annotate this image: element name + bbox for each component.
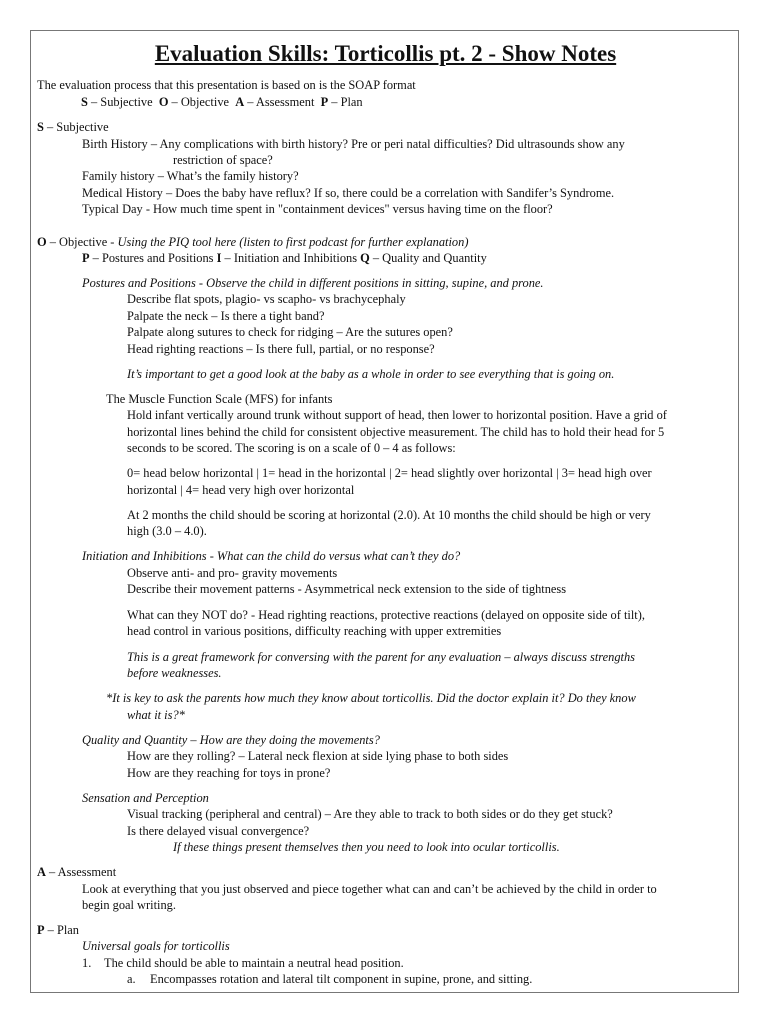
piq-i-word: – Initiation and Inhibitions <box>221 251 361 265</box>
legend-a-word: – Assessment <box>244 95 315 109</box>
subjective-letter: S <box>37 120 44 134</box>
piq-p-letter: P <box>82 251 90 265</box>
plan-letter: P <box>37 923 45 937</box>
legend-s-letter: S <box>81 95 88 109</box>
init-note-line: This is a great framework for conversing with the parent for any evaluation – always discuss strengths <box>127 650 635 664</box>
assessment-line: Look at everything that you just observed and piece together what can and can’t be achieved by the child in order to <box>82 882 657 896</box>
assessment-line: begin goal writing. <box>82 898 176 912</box>
init-not-line: What can they NOT do? - Head righting reactions, protective reactions (delayed on opposite side of tilt), <box>127 608 645 622</box>
sensation-item: Is there delayed visual convergence? <box>127 824 310 838</box>
subjective-line: Birth History – Any complications with birth history? Pre or peri natal difficulties? Did ultrasounds show any <box>82 137 625 151</box>
postures-heading: Postures and Positions - Observe the child in different positions in sitting, supine, and prone. <box>82 276 544 290</box>
init-not-line: head control in various positions, difficulty reaching with upper extremities <box>127 624 502 638</box>
piq-q-letter: Q <box>360 251 370 265</box>
objective-note: Using the PIQ tool here (listen to first podcast for further explanation) <box>117 235 469 249</box>
sensation-item: Visual tracking (peripheral and central) – Are they able to track to both sides or do they get stuck? <box>127 807 613 821</box>
subjective-line: Typical Day - How much time spent in "containment devices" versus having time on the floor? <box>82 202 553 216</box>
legend-p-letter: P <box>320 95 329 109</box>
plan-heading <box>37 922 79 938</box>
piq-q-word: – Quality and Quantity <box>369 251 487 265</box>
key-note-line: *It is key to ask the parents how much they know about torticollis. Did the doctor explain it? Do they know <box>106 691 636 705</box>
init-heading: Initiation and Inhibitions - What can the child do versus what can’t they do? <box>82 549 461 563</box>
objective-heading <box>37 234 468 250</box>
mfs-age-line: At 2 months the child should be scoring at horizontal (2.0). At 10 months the child should be high or very <box>127 508 651 522</box>
postures-item: Palpate the neck – Is there a tight band? <box>127 309 325 323</box>
mfs-desc-line: horizontal lines behind the child for consistent objective measurement. The child has to hold their head for 5 <box>127 425 665 439</box>
legend-p-word: – Plan <box>328 95 363 109</box>
mfs-scale-line: horizontal | 4= head very high over horizontal <box>127 483 355 497</box>
intro-text: The evaluation process that this presentation is based on is the SOAP format <box>37 78 416 92</box>
legend-o-letter: O <box>158 95 169 109</box>
plan-subgoal-text: Encompasses rotation and lateral tilt component in supine, prone, and sitting. <box>150 972 533 986</box>
mfs-heading: The Muscle Function Scale (MFS) for infants <box>106 392 333 406</box>
assessment-word: – Assessment <box>45 865 117 879</box>
sensation-note: If these things present themselves then you need to look into ocular torticollis. <box>173 840 560 854</box>
mfs-desc-line: seconds to be scored. The scoring is on a scale of 0 – 4 as follows: <box>127 441 456 455</box>
legend-a-letter: A <box>235 95 245 109</box>
piq-legend <box>82 250 487 266</box>
plan-goal-text: The child should be able to maintain a neutral head position. <box>104 956 404 970</box>
mfs-scale-line: 0= head below horizontal | 1= head in the horizontal | 2= head slightly over horizontal | 3= head high over <box>127 466 652 480</box>
init-note-line: before weaknesses. <box>127 666 222 680</box>
document-page <box>30 30 739 993</box>
init-item: Observe anti- and pro- gravity movements <box>127 566 338 580</box>
sensation-heading: Sensation and Perception <box>82 791 209 805</box>
piq-i-letter: I <box>216 251 222 265</box>
plan-goal-number: 1. <box>82 956 92 970</box>
quality-item: How are they rolling? – Lateral neck flexion at side lying phase to both sides <box>127 749 509 763</box>
legend-o-word: – Objective <box>168 95 230 109</box>
mfs-age-line: high (3.0 – 4.0). <box>127 524 207 538</box>
subjective-line: Medical History – Does the baby have reflux? If so, there could be a correlation with Sandifer’s Syndrome. <box>82 186 615 200</box>
postures-item: Palpate along sutures to check for ridging – Are the sutures open? <box>127 325 453 339</box>
mfs-desc-line: Hold infant vertically around trunk without support of head, then lower to horizontal position. Have a grid of <box>127 408 667 422</box>
objective-letter: O <box>37 235 47 249</box>
init-item: Describe their movement patterns - Asymmetrical neck extension to the side of tightness <box>127 582 567 596</box>
assessment-letter: A <box>37 865 46 879</box>
subjective-word: – Subjective <box>43 120 109 134</box>
assessment-heading <box>37 864 116 880</box>
postures-item: Describe flat spots, plagio- vs scapho- vs brachycephaly <box>127 292 406 306</box>
legend-s-word: – Subjective <box>87 95 153 109</box>
postures-note: It’s important to get a good look at the baby as a whole in order to see everything that is going on. <box>127 367 615 381</box>
soap-legend <box>81 94 363 110</box>
plan-goals-heading: Universal goals for torticollis <box>82 939 230 953</box>
key-note-line: what it is?* <box>127 708 185 722</box>
page-title: Evaluation Skills: Torticollis pt. 2 - Show Notes <box>154 41 617 66</box>
quality-item: How are they reaching for toys in prone? <box>127 766 331 780</box>
plan-subgoal-letter: a. <box>127 972 136 986</box>
postures-item: Head righting reactions – Is there full, partial, or no response? <box>127 342 435 356</box>
subjective-line: Family history – What’s the family history? <box>82 169 299 183</box>
plan-word: – Plan <box>44 923 79 937</box>
piq-p-word: – Postures and Positions <box>89 251 217 265</box>
objective-word: – Objective - <box>46 235 118 249</box>
quality-heading: Quality and Quantity – How are they doing the movements? <box>82 733 380 747</box>
subjective-line: restriction of space? <box>173 153 273 167</box>
subjective-heading <box>37 119 109 135</box>
